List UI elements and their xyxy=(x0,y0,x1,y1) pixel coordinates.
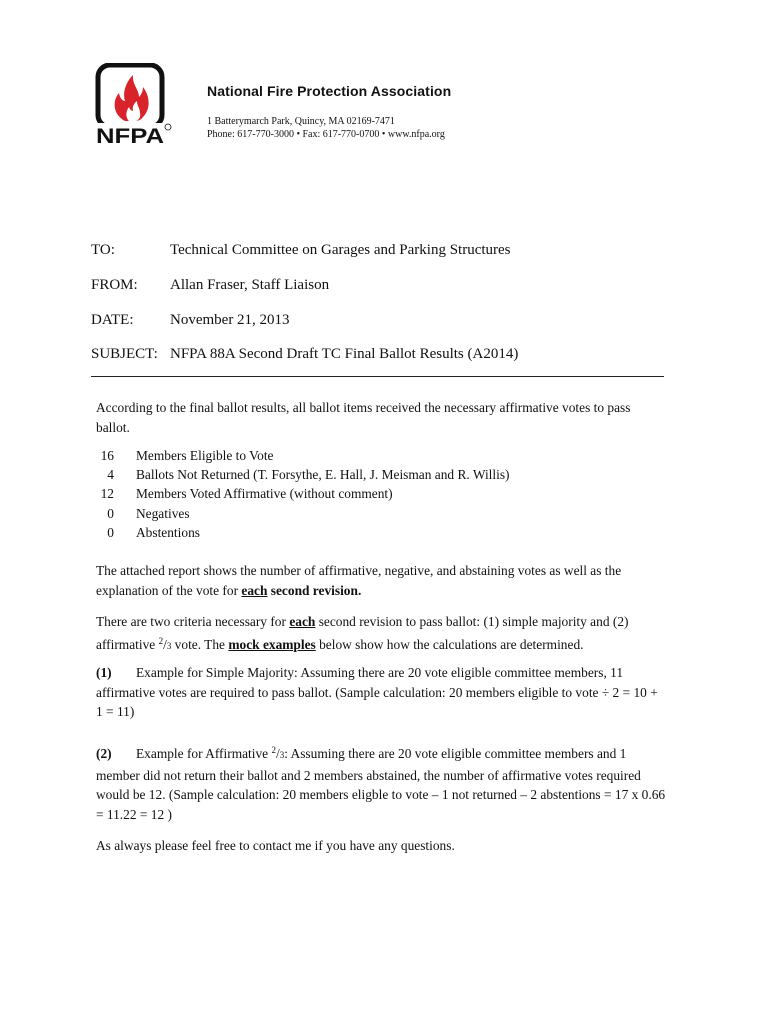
date-value: November 21, 2013 xyxy=(170,312,290,328)
report-emphasis: each xyxy=(241,582,268,598)
criteria-text-mid: second revision to pass ballot: (1) simple majority and (2) affirmative xyxy=(96,614,629,652)
two-thirds-fraction: $^2$/3 xyxy=(271,745,285,761)
subject-label: SUBJECT: xyxy=(91,346,158,362)
criteria-paragraph xyxy=(96,612,666,656)
example-1-number: (1) xyxy=(96,665,112,680)
example-2-text-pre: Example for Affirmative xyxy=(136,746,272,761)
org-name: National Fire Protection Association xyxy=(207,83,452,99)
stat-label: Negatives xyxy=(136,505,190,521)
to-label: TO: xyxy=(91,242,115,258)
closing-paragraph: As always please feel free to contact me if you have any questions. xyxy=(96,838,455,853)
logo-wordmark: NFPA xyxy=(96,125,164,148)
example-1-text: Example for Simple Majority: Assuming there are 20 vote eligible committee members, 11 affirmative votes are required to pass ballot. (Sample calculation: 20 members eligible to vote ÷ 2 = 10 + 1 = 11) xyxy=(96,665,658,719)
mock-examples-emphasis: mock examples xyxy=(228,636,316,652)
two-thirds-fraction: $^2$/3 xyxy=(158,635,172,652)
date-label: DATE: xyxy=(91,312,134,328)
to-value: Technical Committee on Garages and Parking Structures xyxy=(170,242,511,258)
example-2-number: (2) xyxy=(96,746,112,761)
nfpa-logo xyxy=(95,63,173,149)
stat-count: 0 xyxy=(107,505,114,521)
org-address: 1 Batterymarch Park, Quincy, MA 02169-7471 xyxy=(207,116,395,127)
stat-count: 12 xyxy=(100,486,114,502)
example-1-paragraph xyxy=(96,663,666,722)
stat-count: 4 xyxy=(107,467,114,483)
report-text-pre: The attached report shows the number of affirmative, negative, and abstaining votes as well as the explanation of the vote for xyxy=(96,563,622,598)
from-label: FROM: xyxy=(91,277,138,293)
example-2-paragraph xyxy=(96,741,666,824)
example-2-text: : Assuming there are 20 vote eligible committee members and 1 member did not return their ballot and 2 members abstained, the number of affirmative votes required would be 12. (Sample calculation: 20 members eligble to vote – 1 not returned – 2 abstentions = 17 x 0.66 = 11.22 = 12 ) xyxy=(96,746,666,822)
intro-paragraph: According to the final ballot results, all ballot items received the necessary affirmative votes to pass ballot. xyxy=(96,400,631,435)
header-divider xyxy=(91,376,664,377)
report-paragraph xyxy=(96,561,666,600)
criteria-text-pre: There are two criteria necessary for xyxy=(96,614,290,629)
criteria-text-mid2: vote. The xyxy=(171,636,229,652)
org-contact: Phone: 617-770-3000 • Fax: 617-770-0700 • www.nfpa.org xyxy=(207,129,445,140)
criteria-emphasis: each xyxy=(289,614,316,629)
report-text-post: second revision. xyxy=(267,582,362,598)
criteria-text-post: below show how the calculations are determined. xyxy=(315,636,584,652)
stat-label: Members Eligible to Vote xyxy=(136,448,274,463)
subject-value: NFPA 88A Second Draft TC Final Ballot Results (A2014) xyxy=(170,346,519,362)
stat-label: Abstentions xyxy=(136,524,200,540)
from-value: Allan Fraser, Staff Liaison xyxy=(170,277,330,293)
stat-label: Members Voted Affirmative (without comment) xyxy=(136,486,393,502)
stat-label: Ballots Not Returned (T. Forsythe, E. Hall, J. Meisman and R. Willis) xyxy=(136,467,510,483)
stat-count: 16 xyxy=(100,448,114,463)
stat-count: 0 xyxy=(107,524,114,540)
